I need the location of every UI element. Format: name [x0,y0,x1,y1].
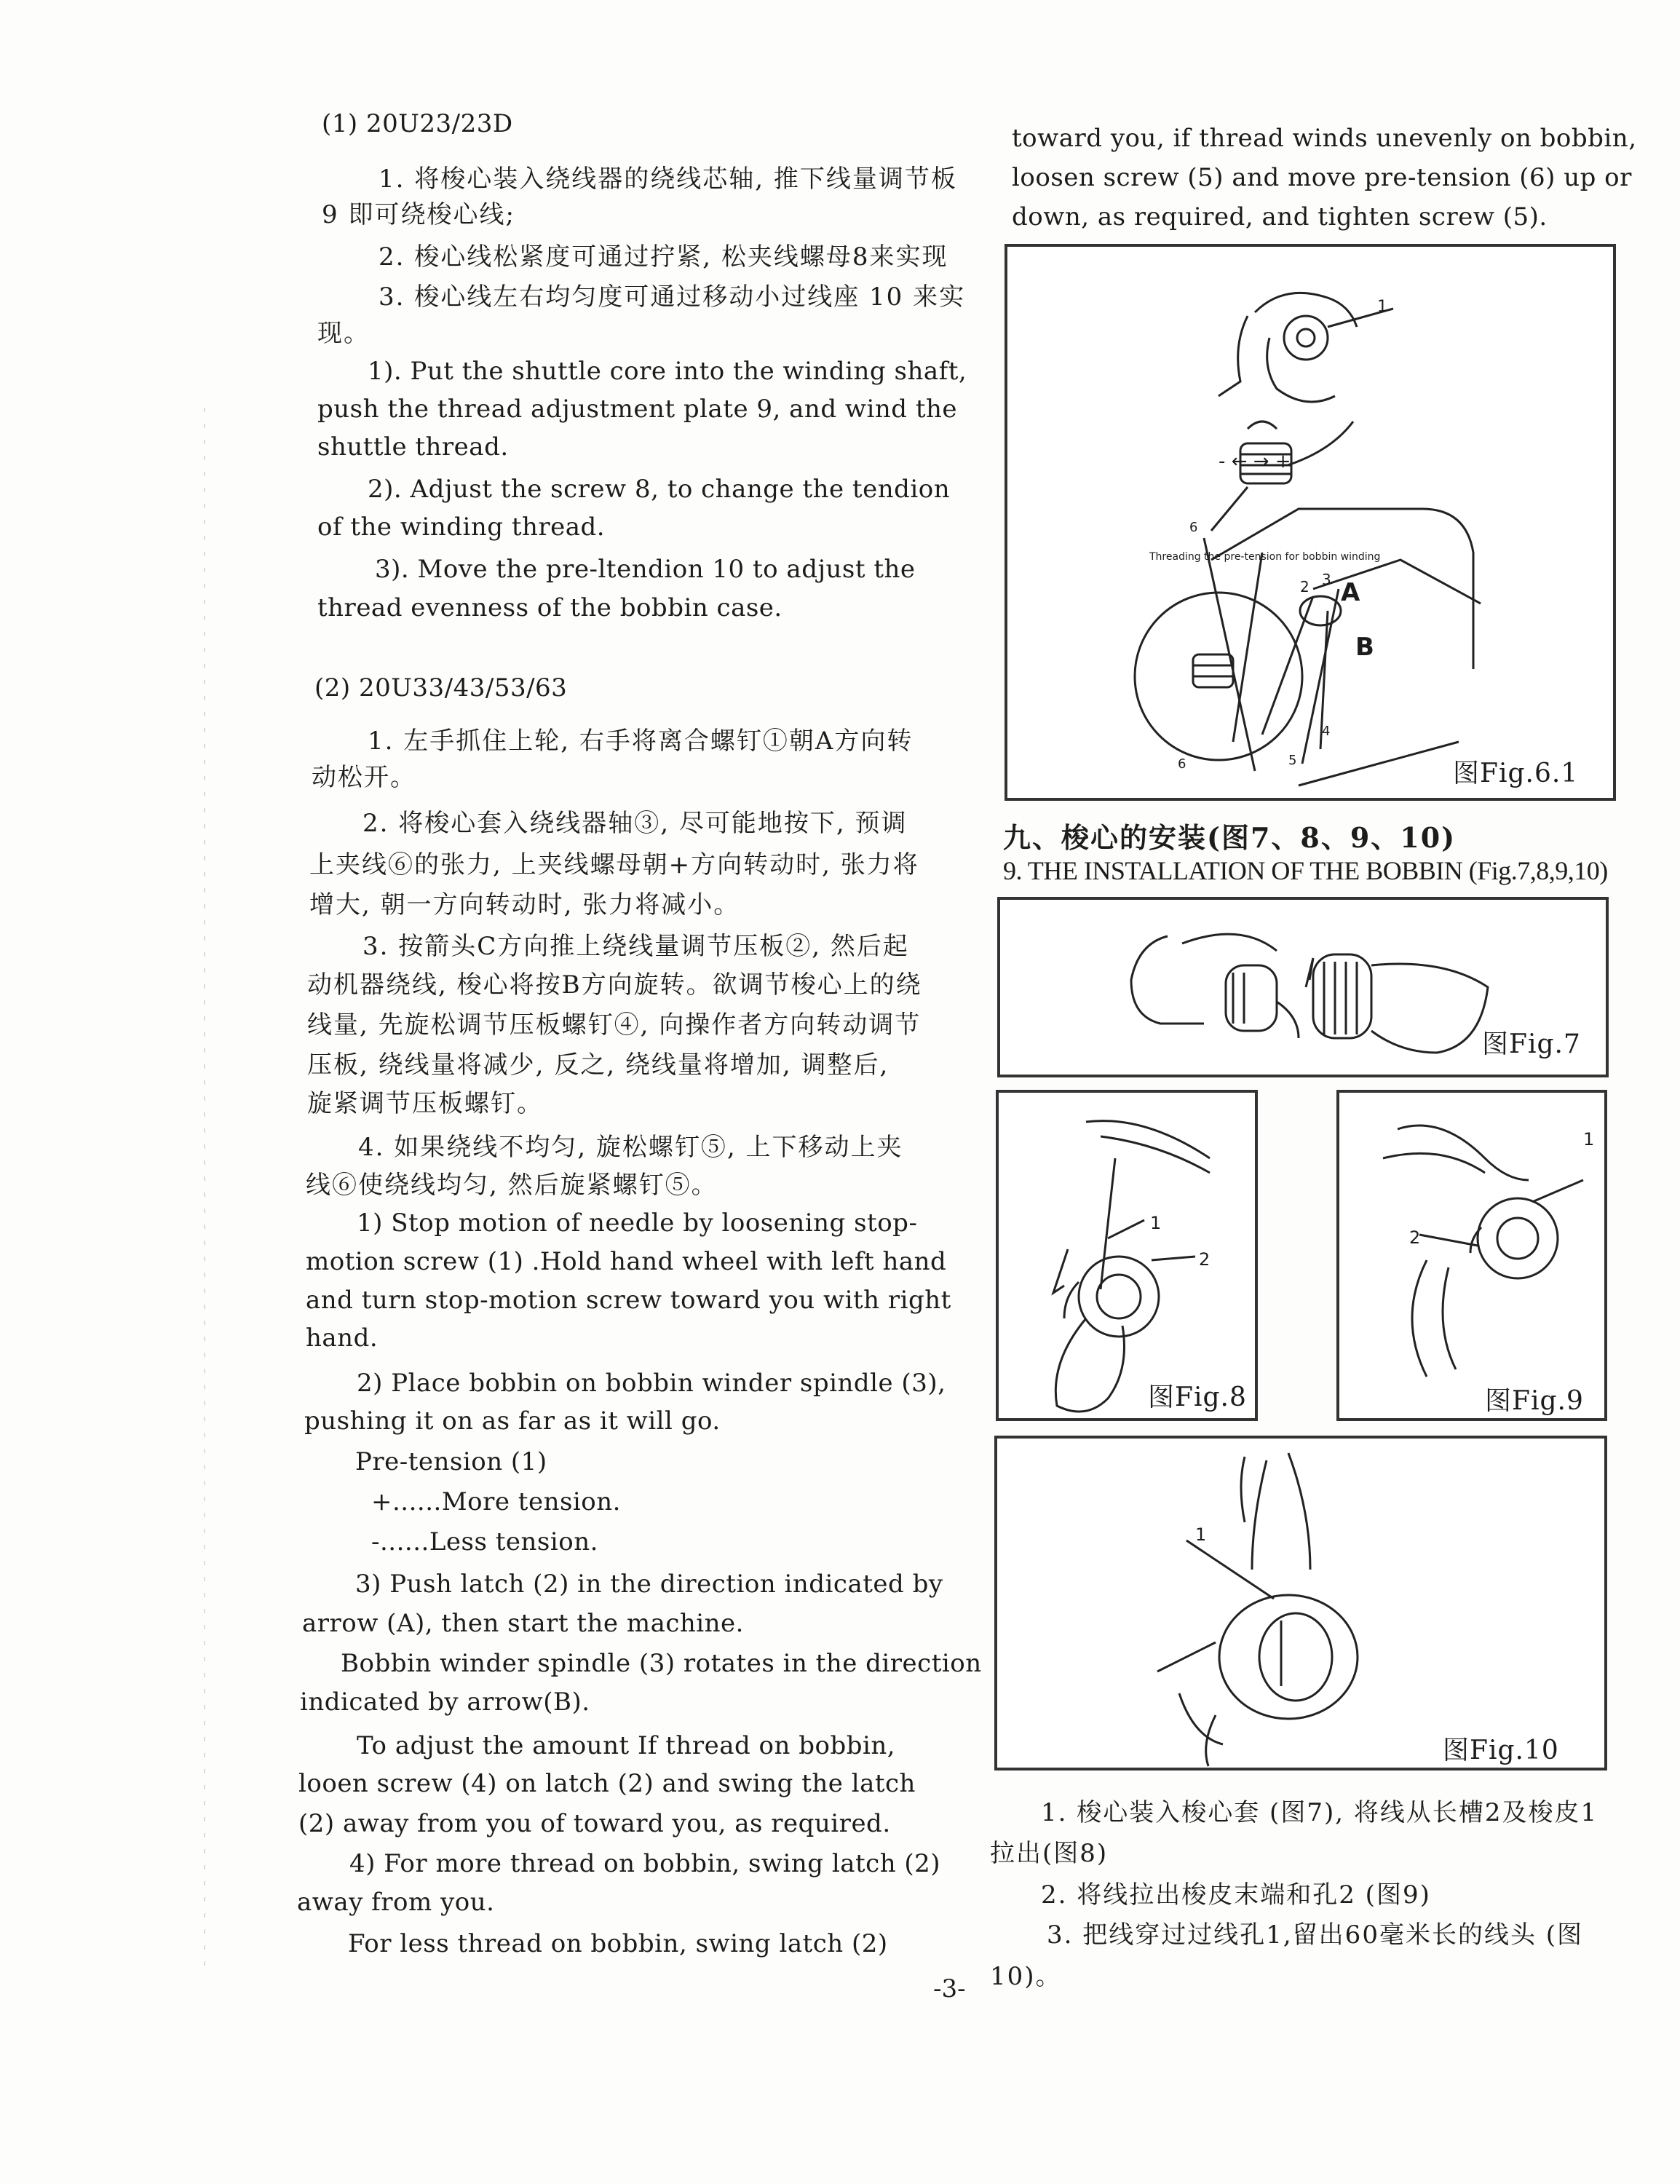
fig61-label-6: 6 [1189,520,1198,535]
section-9-heading-en: 9. THE INSTALLATION OF THE BOBBIN (Fig.7,8,9,10) [1003,856,1608,885]
fig8-label-1: 1 [1150,1213,1162,1233]
fig61-threading-label: Threading the pre-tension for bobbin winding [1149,551,1381,563]
s1-en-step1-line1: 1). Put the shuttle core into the winding shaft, [368,357,967,386]
s2-cn-step3-line5: 旋紧调节压板螺钉。 [307,1089,543,1118]
s2-cn-step2-line3: 增大, 朝一方向转动时, 张力将减小。 [309,890,740,919]
s2-en-adjust-line2: looen screw (4) on latch (2) and swing the latch [298,1769,916,1798]
figure-8 [996,1090,1258,1421]
fig61-label-B: B [1355,633,1374,662]
fig10-label-1: 1 [1195,1524,1207,1545]
s2-cn-step2-line2: 上夹线⑥的张力, 上夹线螺母朝+方向转动时, 张力将 [309,850,919,879]
figure-7 [997,897,1609,1077]
fig61-label-3: 3 [1322,571,1331,588]
s1-en-step1-line2: push the thread adjustment plate 9, and wind the [317,395,958,424]
s2-cn-step1-line1: 1. 左手抓住上轮, 右手将离合螺钉①朝A方向转 [368,727,914,756]
s2-en-step4-line2: away from you. [297,1888,495,1917]
install-step2: 2. 将线拉出梭皮末端和孔2 (图9) [1041,1880,1431,1910]
fig61-label-A: A [1341,578,1360,607]
fig9-label-1: 1 [1583,1129,1595,1150]
s2-cn-step2-line1: 2. 将梭心套入绕线器轴③, 尽可能地按下, 预调 [362,809,908,838]
fig9-label-2: 2 [1409,1227,1421,1248]
install-step1-line2: 拉出(图8) [990,1839,1109,1868]
s2-cn-step3-line2: 动机器绕线, 梭心将按B方向旋转。欲调节梭心上的绕 [307,970,922,1000]
s2-en-step3-line1: 3) Push latch (2) in the direction indicated by [355,1570,943,1599]
continued-line1: toward you, if thread winds unevenly on bobbin, [1012,124,1637,153]
s1-cn-step1-line1: 1. 将梭心装入绕线器的绕线芯轴, 推下线量调节板 [379,165,957,194]
s2-en-step1-line2: motion screw (1) .Hold hand wheel with left hand [306,1247,947,1276]
s1-en-step3-line2: thread evenness of the bobbin case. [317,593,782,622]
s2-cn-step4-line2: 线⑥使绕线均匀, 然后旋紧螺钉⑤。 [306,1171,718,1200]
fig61-label-2: 2 [1300,578,1309,596]
install-step1-line1: 1. 梭心装入梭心套 (图7), 将线从长槽2及梭皮1 [1041,1798,1598,1827]
s2-cn-step4-line1: 4. 如果绕线不均匀, 旋松螺钉⑤, 上下移动上夹 [358,1133,903,1162]
fig61-label-4: 4 [1322,724,1331,739]
fig8-label-2: 2 [1199,1249,1211,1270]
install-step3-line1: 3. 把线穿过过线孔1,留出60毫米长的线头 (图 [1047,1920,1584,1950]
s2-en-step3-line3: Bobbin winder spindle (3) rotates in the direction [341,1649,982,1678]
s2-en-step3-line4: indicated by arrow(B). [300,1688,590,1717]
fig61-label-5: 5 [1288,753,1297,768]
section-1-title: (1) 20U23/23D [322,109,513,138]
less-tension-label: -......Less tension. [371,1527,598,1556]
fig7-caption: 图Fig.7 [1482,1029,1581,1059]
page-number: -3- [933,1974,966,2003]
s2-cn-step3-line4: 压板, 绕线量将减少, 反之, 绕线量将增加, 调整后, [307,1051,889,1080]
scan-edge-artifact [204,408,205,1973]
s2-cn-step3-line1: 3. 按箭头C方向推上绕线量调节压板②, 然后起 [362,932,909,961]
s2-en-step4-line1: 4) For more thread on bobbin, swing latch (2) [349,1849,941,1878]
s2-en-step3-line2: arrow (A), then start the machine. [302,1609,744,1638]
install-step3-line2: 10)。 [990,1962,1062,1991]
s2-en-adjust-line1: To adjust the amount If thread on bobbin, [357,1731,896,1760]
section-9-heading-cn: 九、梭心的安装(图7、8、9、10) [1003,821,1457,854]
figure-9 [1336,1090,1607,1421]
fig61-caption: 图Fig.6.1 [1453,759,1579,788]
fig61-label-1: 1 [1377,298,1387,316]
continued-line3: down, as required, and tighten screw (5). [1012,202,1548,232]
figure-10 [994,1436,1607,1770]
s1-cn-step3-line2: 现。 [317,319,370,348]
s2-en-step1-line1: 1) Stop motion of needle by loosening stop- [357,1208,918,1238]
s2-en-step1-line3: and turn stop-motion screw toward you with right [306,1286,951,1315]
s2-cn-step3-line3: 线量, 先旋松调节压板螺钉④, 向操作者方向转动调节 [307,1010,922,1040]
s1-en-step2-line2: of the winding thread. [317,513,606,542]
fig61-label-6b: 6 [1178,756,1186,772]
s1-cn-step1-line2: 9 即可绕梭心线; [322,200,515,229]
fig9-caption: 图Fig.9 [1485,1386,1584,1416]
s2-cn-step1-line2: 动松开。 [312,763,416,792]
s1-cn-step3-line1: 3. 梭心线左右均匀度可通过移动小过线座 10 来实 [379,282,966,312]
s1-cn-step2: 2. 梭心线松紧度可通过拧紧, 松夹线螺母8来实现 [379,242,948,272]
continued-line2: loosen screw (5) and move pre-tension (6) up or [1012,163,1632,192]
s2-en-step2-line1: 2) Place bobbin on bobbin winder spindle (3), [357,1369,946,1398]
bobbin-thread-tail-illustration [997,1439,1610,1773]
pre-tension-label: Pre-tension (1) [355,1447,547,1476]
s2-en-step5: For less thread on bobbin, swing latch (2) [348,1929,888,1958]
more-tension-label: +......More tension. [371,1487,621,1516]
s1-en-step2-line1: 2). Adjust the screw 8, to change the tendion [368,475,951,504]
fig61-minus-plus: - ← → + [1219,451,1291,472]
bobbin-thread-pull-illustration [999,1093,1261,1424]
figure-6-1 [1005,244,1616,801]
section-2-title: (2) 20U33/43/53/63 [314,673,568,703]
fig10-caption: 图Fig.10 [1443,1736,1559,1765]
s2-en-adjust-line3: (2) away from you of toward you, as required. [298,1809,891,1838]
s1-en-step1-line3: shuttle thread. [317,432,509,462]
s2-en-step2-line2: pushing it on as far as it will go. [304,1406,721,1436]
s1-en-step3-line1: 3). Move the pre-ltendion 10 to adjust the [375,555,916,584]
bobbin-winder-illustration [1007,247,1619,804]
bobbin-thread-hole-illustration [1339,1093,1610,1424]
s2-en-step1-line4: hand. [306,1324,379,1353]
fig8-caption: 图Fig.8 [1148,1382,1247,1412]
